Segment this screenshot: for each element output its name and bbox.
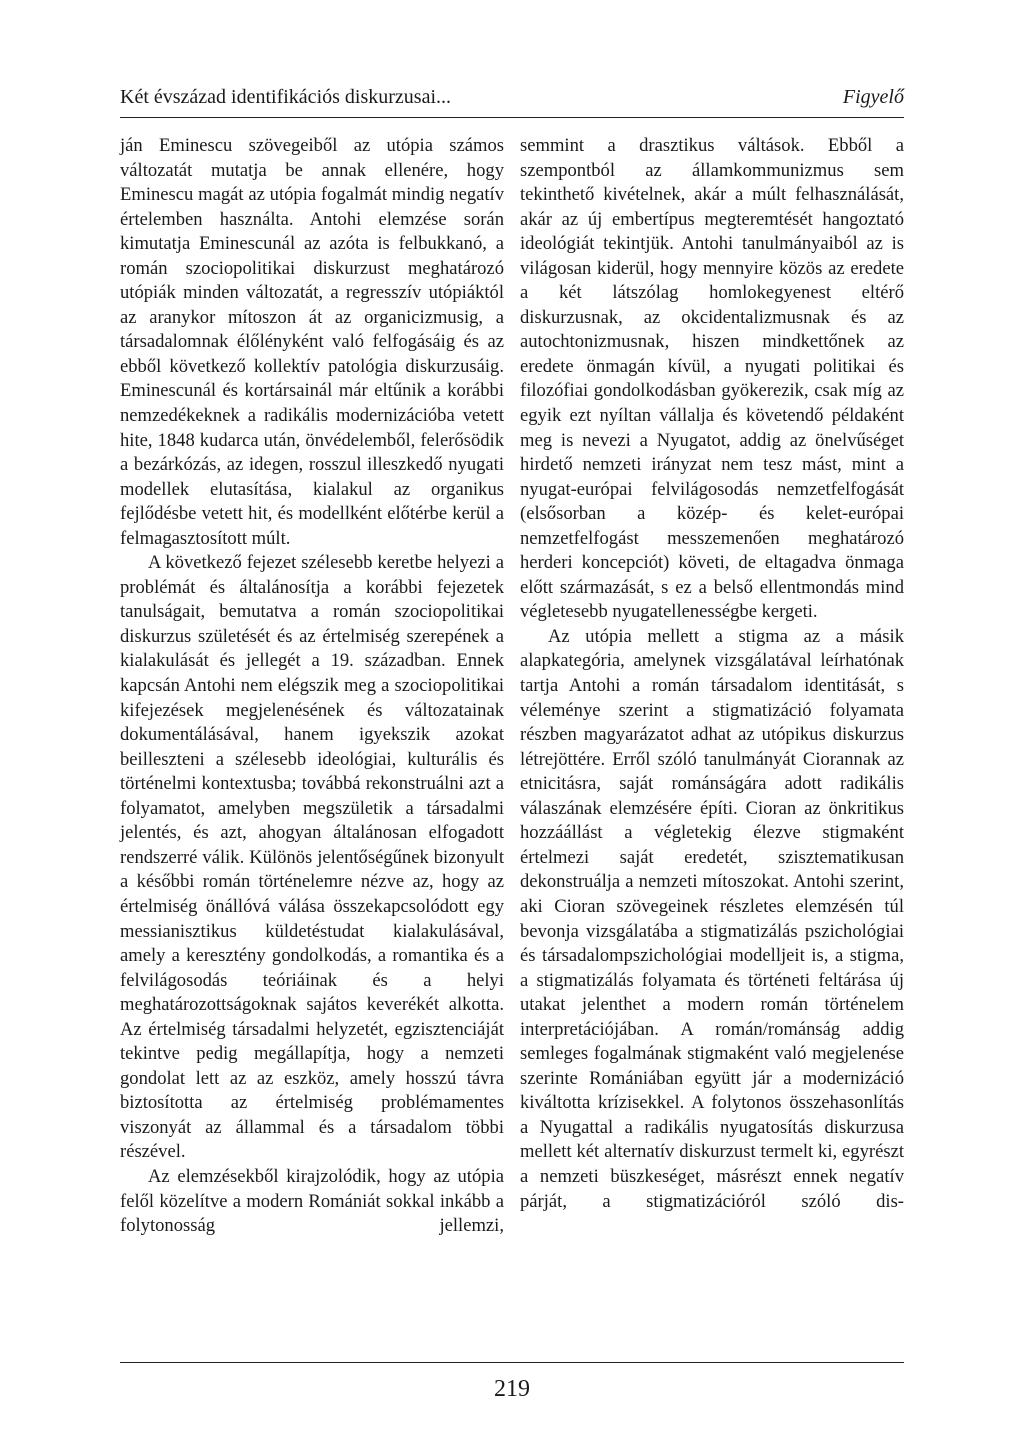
right-column — [520, 134, 904, 1214]
paragraph: semmint a drasztikus váltások. Ebből a szempontból az államkommunizmus sem tekinthető kivételnek, akár a múlt felhasználását, akár az új embertípus megteremtését hangoztató ideológiát tekintjük. Antohi tanulmányaiból az is világosan kiderül, hogy mennyire közös az eredete a két látszólag homlokegyenest eltérő diskurzusnak, az okcidentalizmusnak és az autochtonizmusnak, hiszen mindkettőnek az eredete önmagán kívül, a nyugati politikai és filozófiai gondolkodásban gyökerezik, csak míg az egyik ezt nyíltan vállalja és követendő példaként meg is nevezi a Nyugatot, addig az önelvűséget hirdető nemzeti irányzat nem tesz mást, mint a nyugat-európai felvilágosodás nemzetfelfogását (elsősorban a közép- és kelet-európai nemzetfelfogást messzemenően meghatározó herderi koncepciót) követi, de eltagadva önmaga előtt származását, s ez a belső ellentmondás mind végletesebb nyugatellenességbe kergeti. — [520, 135, 904, 623]
section-name: Figyelő — [842, 86, 904, 108]
paragraph: ján Eminescu szövegeiből az utópia számos változatát mutatja be annak ellenére, hogy Eminescu magát az utópia fogalmát mindig negatív értelemben használta. Antohi elemzése során kimutatja Eminescunál az azóta is felbukkanó, a román szociopolitikai diskurzust meghatározó utópiák minden változatát, a regresszív utópiáktól az aranykor mítoszon át az organicizmusig, a társadalomnak élőlényként való felfogásáig és az ebből következő kollektív patológia diskurzusáig. Eminescunál és kortársainál már eltűnik a korábbi nemzedékeknek a radikális modernizációba vetett hite, 1848 kudarca után, önvédelemből, felerősödik a bezárkózás, az idegen, rosszul illeszkedő nyugati modellek elutasítása, kialakul az organikus fejlődésbe vetett hit, és modellként előtérbe kerül a felmagasztosított múlt. — [120, 135, 504, 549]
paragraph: A következő fejezet szélesebb keretbe helyezi a problémát és általánosítja a korábbi fejezetek tanulságait, bemutatva a román szociopolitikai diskurzus születését és az értelmiség szerepének a kialakulását és jellegét a 19. században. Ennek kapcsán Antohi nem elégszik meg a szociopolitikai kifejezések megjelenésének és változatainak dokumentálásával, hanem igyekszik azokat beilleszteni a szélesebb ideológiai, kulturális és történelmi kontextusba; továbbá rekonstruálni azt a folyamatot, amelyben megszületik a társadalmi jelentés, és azt, ahogyan általánosan elfogadott rendszerré válik. Különös jelentőségűnek bizonyult a későbbi román történelemre nézve az, hogy az értelmiség önállóvá válása összekapcsolódott egy messianisztikus küldetéstudat kialakulásával, amely a keresztény gondolkodás, a romantika és a felvilágosodás teóriáinak és a helyi meghatározottságoknak sajátos keverékét alkotta. Az értelmiség társadalmi helyzetét, egzisztenciáját tekintve pedig megállapítja, hogy a nemzeti gondolat lett az az eszköz, amely hosszú távra biztosította az értelmiség problémamentes viszonyát az állammal és a társadalom többi részével. — [120, 552, 504, 1163]
header-rule — [120, 117, 904, 118]
paragraph: Az utópia mellett a stigma az a másik alapkategória, amelynek vizsgálatával leírhatónak tartja Antohi a román társadalom identitását, s véleménye szerint a stigmatizáció folyamata részben magyarázatot adhat az utópikus diskurzus létrejöttére. Erről szóló tanulmányát Ciorannak az etnicitásra, saját románságára adott radikális válaszának elemzésére építi. Cioran az önkritikus hozzáállást a végletekig élezve stigmaként értelmezi saját eredetét, szisztematikusan dekonstruálja a nemzeti mítoszokat. Antohi szerint, aki Cioran szövegeinek részletes elemzésén túl bevonja vizsgálatába a stigmatizálás pszichológiai és társadalompszichológiai modelljeit is, a stigma, a stigmatizálás folyamata és történeti feltárása új utakat jelenthet a modern román történelem interpretációjában. A román/románság addig semleges fogalmának stigmaként való megjelenése szerinte Romániában együtt jár a modernizáció kiváltotta krízisekkel. A folytonos összehasonlítás a Nyugattal a radikális nyugatosítás diskurzusa mellett két alternatív diskurzust termelt ki, egyrészt a nemzeti büszkeséget, másrészt ennek negatív párját, a stigmatizációról szóló dis- — [520, 625, 904, 1212]
running-header — [120, 86, 904, 109]
running-title: Két évszázad identifikációs diskurzusai... — [120, 86, 451, 108]
page-number: 219 — [494, 1376, 530, 1402]
left-column — [120, 134, 504, 1239]
paragraph: Az elemzésekből kirajzolódik, hogy az utópia felől közelítve a modern Romániát sokkal inkább a folytonosság jellemzi, — [120, 1165, 504, 1237]
footer-rule — [120, 1362, 904, 1363]
